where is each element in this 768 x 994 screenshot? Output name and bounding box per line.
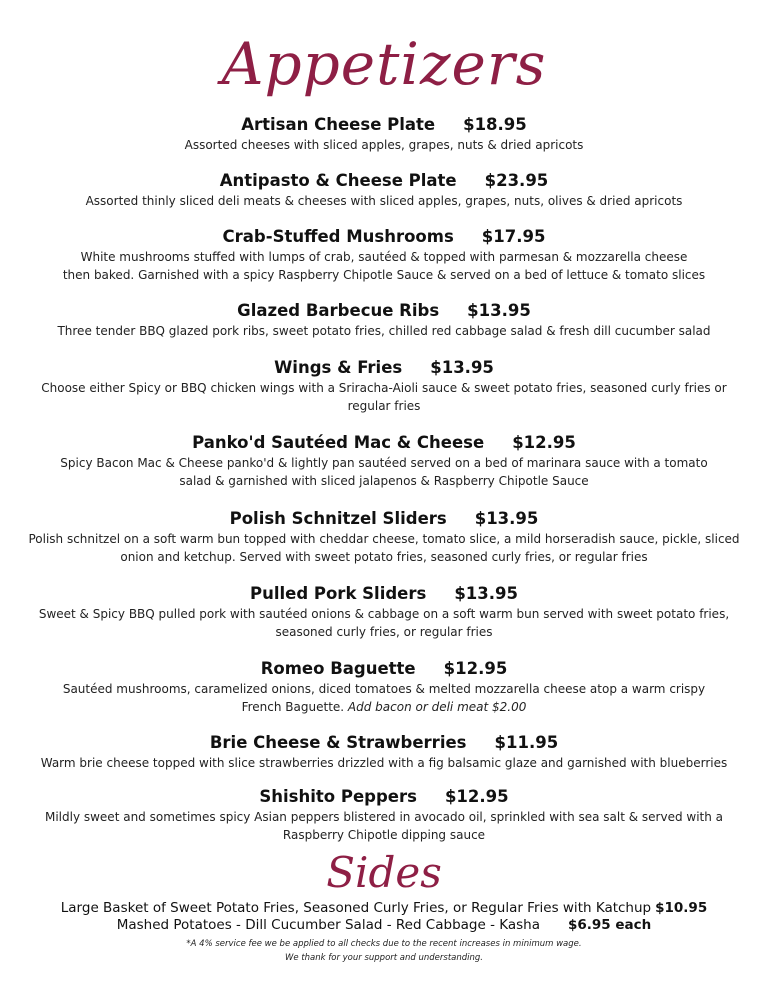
menu-item-mac-cheese [0,432,768,490]
item-name: Shishito Peppers [259,787,417,806]
appetizers-heading: Appetizers [221,30,547,98]
item-description-line-2: Raspberry Chipotle dipping sauce [282,828,486,842]
side-price: $10.95 [655,900,708,916]
menu-item-romeo-baguette [0,658,768,716]
side-text: Large Basket of Sweet Potato Fries, Seasoned Curly Fries, or Regular Fries with Katchup [60,900,652,916]
item-description-text: French Baguette. [241,700,345,714]
item-description-line-2 [0,698,768,716]
item-name: Antipasto & Cheese Plate [219,171,457,190]
item-description: Three tender BBQ glazed pork ribs, sweet potato fries, chilled red cabbage salad & fresh dill cucumber salad [57,324,711,338]
thank-you-note: We thank for your support and understanding. [284,953,483,963]
item-name: Romeo Baguette [260,659,416,678]
item-description-line-2: then baked. Garnished with a spicy Raspberry Chipotle Sauce & served on a bed of lettuce & tomato slices [62,268,706,282]
item-description-line-2: onion and ketchup. Served with sweet potato fries, seasoned curly fries, or regular fries [120,550,648,564]
menu-item-polish-schnitzel-sliders [0,508,768,566]
sides-list [0,900,768,934]
item-description: Assorted cheeses with sliced apples, grapes, nuts & dried apricots [184,138,584,152]
item-description-line-1: Mildly sweet and sometimes spicy Asian peppers blistered in avocado oil, sprinkled with sea salt & served with a [44,810,724,824]
item-price: $11.95 [494,733,559,752]
item-description-line-1: Spicy Bacon Mac & Cheese panko'd & lightly pan sautéed served on a bed of marinara sauce with a tomato [60,456,708,470]
side-text: Mashed Potatoes - Dill Cucumber Salad - Red Cabbage - Kasha [116,917,540,933]
sides-heading: Sides [326,848,442,897]
menu-item-crab-stuffed-mushrooms [0,226,768,284]
item-price: $13.95 [430,358,494,377]
item-name: Artisan Cheese Plate [241,115,436,134]
item-price: $12.95 [512,433,576,452]
item-name: Wings & Fries [274,358,403,377]
item-name: Brie Cheese & Strawberries [209,733,467,752]
menu-item-wings-fries [0,357,768,415]
menu-item-glazed-barbecue-ribs [0,300,768,340]
item-description-line-1: Choose either Spicy or BBQ chicken wings with a Sriracha-Aioli sauce & sweet potato fries, seasoned curly fries or [41,381,727,395]
add-on-note: Add bacon or deli meat $2.00 [344,700,527,714]
item-description-line-2: regular fries [347,399,421,413]
item-price: $23.95 [484,171,549,190]
menu-item-artisan-cheese-plate [0,114,768,154]
item-price: $12.95 [444,787,509,806]
item-description-line-1: White mushrooms stuffed with lumps of crab, sautéed & topped with parmesan & mozzarella cheese [80,250,688,264]
item-description-line-1: Polish schnitzel on a soft warm bun topped with cheddar cheese, tomato slice, a mild horseradish sauce, pickle, sliced [28,532,740,546]
item-description: Assorted thinly sliced deli meats & cheeses with sliced apples, grapes, nuts, olives & dried apricots [85,194,683,208]
item-name: Crab-Stuffed Mushrooms [222,227,454,246]
item-name: Pulled Pork Sliders [249,584,427,603]
item-description-line-2: salad & garnished with sliced jalapenos & Raspberry Chipotle Sauce [179,474,589,488]
item-description-line-1: Sweet & Spicy BBQ pulled pork with sautéed onions & cabbage on a soft warm bun served with sweet potato fries, [38,607,730,621]
item-description-line-1: Sautéed mushrooms, caramelized onions, diced tomatoes & melted mozzarella cheese atop a warm crispy [62,682,706,696]
item-price: $17.95 [481,227,546,246]
side-line-fries [0,900,768,917]
item-name: Panko'd Sautéed Mac & Cheese [192,433,485,452]
item-description: Warm brie cheese topped with slice strawberries drizzled with a fig balsamic glaze and garnished with blueberries [40,756,728,770]
side-price: $6.95 each [568,917,652,933]
item-price: $18.95 [463,115,527,134]
item-name: Glazed Barbecue Ribs [237,301,440,320]
footer-notes [0,937,768,965]
side-line-assorted [0,917,768,934]
item-price: $13.95 [454,584,518,603]
menu-item-antipasto-cheese-plate [0,170,768,210]
item-price: $12.95 [443,659,508,678]
menu-item-brie-cheese-strawberries [0,732,768,772]
menu-item-shishito-peppers [0,786,768,844]
menu-item-pulled-pork-sliders [0,583,768,641]
item-description-line-2: seasoned curly fries, or regular fries [275,625,493,639]
service-fee-note: *A 4% service fee we be applied to all checks due to the recent increases in minimum wage. [186,939,582,949]
item-price: $13.95 [474,509,539,528]
item-name: Polish Schnitzel Sliders [229,509,447,528]
item-price: $13.95 [467,301,531,320]
